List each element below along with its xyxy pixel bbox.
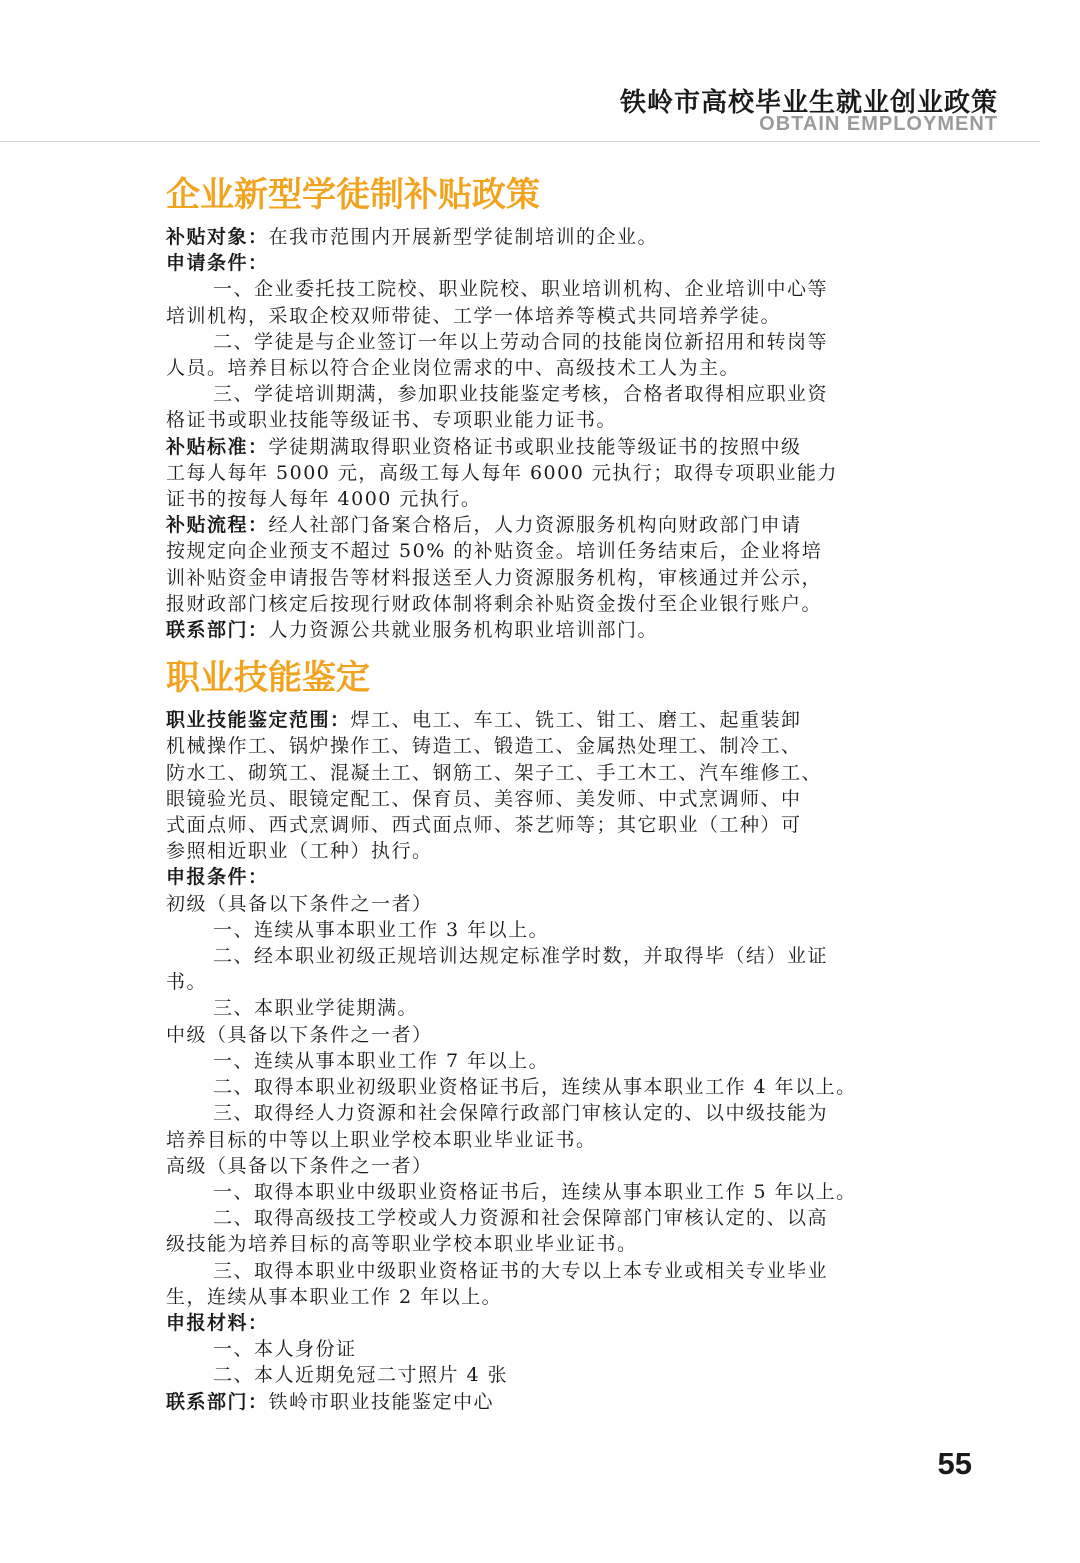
text-line: [166, 1074, 936, 1100]
text-line: [166, 538, 936, 564]
text-line: [166, 943, 936, 969]
line-text: 三、取得本职业中级职业资格证书的大专以上本专业或相关专业毕业: [213, 1259, 829, 1282]
text-line: [166, 512, 936, 538]
section-body: [166, 707, 936, 1414]
page-header: [0, 0, 1080, 142]
text-line: [166, 460, 936, 486]
field-label: 补贴流程：: [166, 514, 269, 537]
line-text: 参照相近职业（工种）执行。: [166, 840, 433, 863]
text-line: [166, 224, 936, 250]
line-text: 焊工、电工、车工、铣工、钳工、磨工、起重装卸: [350, 709, 802, 732]
text-line: [166, 760, 936, 786]
field-label: 联系部门：: [166, 619, 269, 642]
text-line: [166, 591, 936, 617]
text-line: [166, 1258, 936, 1284]
line-text: 人员。培养目标以符合企业岗位需求的中、高级技术工人为主。: [166, 357, 741, 380]
field-label: 职业技能鉴定范围：: [166, 709, 351, 732]
line-text: 一、本人身份证: [213, 1338, 357, 1361]
line-text: 初级（具备以下条件之一者）: [166, 892, 433, 915]
line-text: 训补贴资金申请报告等材料报送至人力资源服务机构，审核通过并公示，: [166, 566, 823, 589]
line-text: 报财政部门核定后按现行财政体制将剩余补贴资金拨付至企业银行账户。: [166, 592, 823, 615]
section-body: [166, 224, 936, 643]
text-line: [166, 891, 936, 917]
text-line: [166, 1231, 936, 1257]
text-line: [166, 1284, 936, 1310]
header-title: 铁岭市高校毕业生就业创业政策: [619, 88, 998, 118]
text-line: [166, 355, 936, 381]
text-line: [166, 1127, 936, 1153]
line-text: 三、本职业学徒期满。: [213, 997, 419, 1020]
line-text: 经人社部门备案合格后，人力资源服务机构向财政部门申请: [268, 514, 802, 537]
text-line: [166, 733, 936, 759]
text-line: [166, 250, 936, 276]
line-text: 书。: [166, 971, 208, 994]
line-text: 防水工、砌筑工、混凝土工、钢筋工、架子工、手工木工、汽车维修工、: [166, 761, 823, 784]
header-divider: [0, 141, 1040, 142]
line-text: 培训机构，采取企校双师带徒、工学一体培养等模式共同培养学徒。: [166, 304, 782, 327]
text-line: [166, 1389, 936, 1415]
text-line: [166, 1022, 936, 1048]
text-line: [166, 565, 936, 591]
line-text: 一、企业委托技工院校、职业院校、职业培训机构、企业培训中心等: [213, 278, 829, 301]
text-line: [166, 303, 936, 329]
line-text: 二、取得高级技工学校或人力资源和社会保障部门审核认定的、以高: [213, 1207, 829, 1230]
line-text: 中级（具备以下条件之一者）: [166, 1023, 433, 1046]
text-line: [166, 434, 936, 460]
section-title-skill-appraisal: 职业技能鉴定: [166, 658, 370, 699]
line-text: 人力资源公共就业服务机构职业培训部门。: [268, 619, 659, 642]
text-line: [166, 1310, 936, 1336]
line-text: 二、经本职业初级正规培训达规定标准学时数，并取得毕（结）业证: [213, 945, 829, 968]
header-subtitle: OBTAIN EMPLOYMENT: [759, 113, 998, 135]
line-text: 培养目标的中等以上职业学校本职业毕业证书。: [166, 1128, 597, 1151]
line-text: 生，连续从事本职业工作 2 年以上。: [166, 1285, 503, 1308]
text-line: [166, 1048, 936, 1074]
text-line: [166, 1153, 936, 1179]
line-text: 铁岭市职业技能鉴定中心: [268, 1390, 495, 1413]
text-line: [166, 617, 936, 643]
text-line: [166, 1100, 936, 1126]
line-text: 二、学徒是与企业签订一年以上劳动合同的技能岗位新招用和转岗等: [213, 330, 829, 353]
line-text: 三、学徒培训期满，参加职业技能鉴定考核，合格者取得相应职业资: [213, 383, 829, 406]
line-text: 一、连续从事本职业工作 3 年以上。: [213, 918, 550, 941]
text-line: [166, 1205, 936, 1231]
text-line: [166, 329, 936, 355]
text-line: [166, 812, 936, 838]
text-line: [166, 995, 936, 1021]
text-line: [166, 486, 936, 512]
text-line: [166, 276, 936, 302]
line-text: 三、取得经人力资源和社会保障行政部门审核认定的、以中级技能为: [213, 1102, 829, 1125]
field-label: 申报材料：: [166, 1311, 269, 1334]
text-line: [166, 917, 936, 943]
line-text: 式面点师、西式烹调师、西式面点师、茶艺师等；其它职业（工种）可: [166, 814, 802, 837]
line-text: 在我市范围内开展新型学徒制培训的企业。: [268, 226, 659, 248]
text-line: [166, 864, 936, 890]
text-line: [166, 381, 936, 407]
field-label: 补贴对象：: [166, 226, 269, 248]
section-skill-appraisal: [166, 653, 936, 1414]
line-text: 格证书或职业技能等级证书、专项职业能力证书。: [166, 409, 618, 432]
line-text: 二、本人近期免冠二寸照片 4 张: [213, 1364, 509, 1387]
text-line: [166, 407, 936, 433]
text-line: [166, 1179, 936, 1205]
line-text: 二、取得本职业初级职业资格证书后，连续从事本职业工作 4 年以上。: [213, 1076, 857, 1099]
line-text: 工每人每年 5000 元，高级工每人每年 6000 元执行；取得专项职业能力: [166, 461, 838, 484]
page-number: 55: [937, 1446, 972, 1481]
line-text: 按规定向企业预支不超过 50% 的补贴资金。培训任务结束后，企业将培: [166, 540, 823, 563]
text-line: [166, 969, 936, 995]
field-label: 申报条件：: [166, 866, 269, 889]
line-text: 高级（具备以下条件之一者）: [166, 1154, 433, 1177]
field-label: 联系部门：: [166, 1390, 269, 1413]
text-line: [166, 707, 936, 733]
section-apprenticeship-subsidy: [166, 170, 936, 643]
text-line: [166, 1336, 936, 1362]
text-line: [166, 1362, 936, 1388]
text-line: [166, 838, 936, 864]
line-text: 级技能为培养目标的高等职业学校本职业毕业证书。: [166, 1233, 638, 1256]
field-label: 补贴标准：: [166, 435, 269, 458]
line-text: 眼镜验光员、眼镜定配工、保育员、美容师、美发师、中式烹调师、中: [166, 787, 802, 810]
line-text: 一、取得本职业中级职业资格证书后，连续从事本职业工作 5 年以上。: [213, 1180, 857, 1203]
line-text: 机械操作工、锅炉操作工、铸造工、锻造工、金属热处理工、制冷工、: [166, 735, 802, 758]
line-text: 一、连续从事本职业工作 7 年以上。: [213, 1049, 550, 1072]
field-label: 申请条件：: [166, 252, 269, 275]
line-text: 学徒期满取得职业资格证书或职业技能等级证书的按照中级: [268, 435, 802, 458]
section-title-apprenticeship-subsidy: 企业新型学徒制补贴政策: [166, 175, 540, 215]
text-line: [166, 786, 936, 812]
line-text: 证书的按每人每年 4000 元执行。: [166, 488, 482, 511]
page-content: [166, 170, 936, 1415]
